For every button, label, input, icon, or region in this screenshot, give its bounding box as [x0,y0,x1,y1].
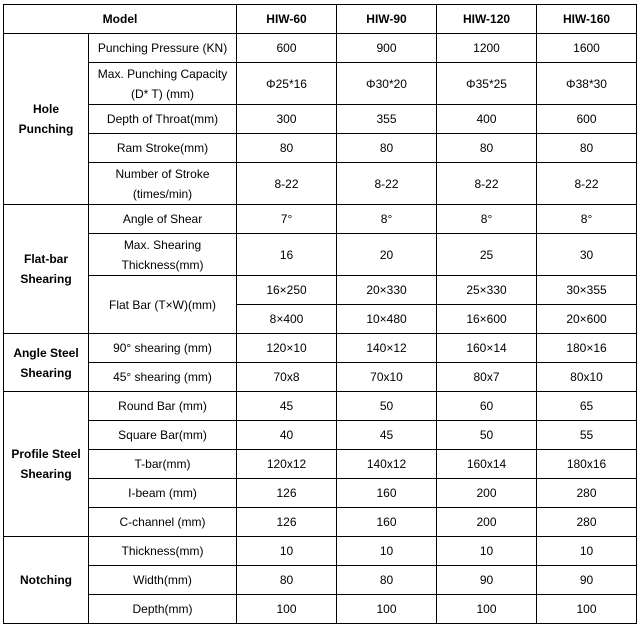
row-label: Max. Shearing Thickness(mm) [89,234,237,276]
value-cell: 10 [437,537,537,566]
value-cell: 160 [337,508,437,537]
table-row [4,234,637,276]
row-label: Punching Pressure (KN) [89,34,237,63]
value-cell: Φ30*20 [337,63,437,105]
group-label: Angle Steel Shearing [4,334,89,392]
value-cell: 45 [237,392,337,421]
value-cell: 90 [437,566,537,595]
value-cell: 10×480 [337,305,437,334]
value-cell: Φ35*25 [437,63,537,105]
value-cell: 120x12 [237,450,337,479]
value-cell: 40 [237,421,337,450]
value-cell: 600 [537,105,637,134]
table-row [4,537,637,566]
value-cell: 65 [537,392,637,421]
row-label: Depth of Throat(mm) [89,105,237,134]
value-cell: 8° [437,205,537,234]
value-cell: 90 [537,566,637,595]
value-cell: Φ38*30 [537,63,637,105]
row-label: 90° shearing (mm) [89,334,237,363]
header-row [4,5,637,34]
value-cell: 140×12 [337,334,437,363]
value-cell: 16 [237,234,337,276]
value-cell: 45 [337,421,437,450]
row-label: Round Bar (mm) [89,392,237,421]
value-cell: 126 [237,479,337,508]
table-row [4,421,637,450]
value-cell: 60 [437,392,537,421]
value-cell: 100 [537,595,637,624]
table-row [4,363,637,392]
value-cell: 200 [437,479,537,508]
value-cell: 80 [237,134,337,163]
value-cell: 140x12 [337,450,437,479]
value-cell: 100 [337,595,437,624]
row-label: Number of Stroke (times/min) [89,163,237,205]
value-cell: 55 [537,421,637,450]
table-row [4,163,637,205]
row-label: Thickness(mm) [89,537,237,566]
value-cell: 80 [437,134,537,163]
value-cell: 8° [337,205,437,234]
model-column-header: HIW-160 [537,5,637,34]
row-label: Max. Punching Capacity (D* T) (mm) [89,63,237,105]
value-cell: 30×355 [537,276,637,305]
row-label: T-bar(mm) [89,450,237,479]
value-cell: 16×250 [237,276,337,305]
value-cell: 126 [237,508,337,537]
value-cell: 80x10 [537,363,637,392]
value-cell: 160x14 [437,450,537,479]
value-cell: 1200 [437,34,537,63]
value-cell: 80 [337,566,437,595]
row-label: Depth(mm) [89,595,237,624]
table-row [4,334,637,363]
value-cell: 50 [337,392,437,421]
value-cell: 160 [337,479,437,508]
group-label: Hole Punching [4,34,89,205]
value-cell: 70x8 [237,363,337,392]
value-cell: 8-22 [537,163,637,205]
group-label: Notching [4,537,89,624]
value-cell: 355 [337,105,437,134]
value-cell: 7° [237,205,337,234]
value-cell: 16×600 [437,305,537,334]
value-cell: 1600 [537,34,637,63]
value-cell: 120×10 [237,334,337,363]
value-cell: 25×330 [437,276,537,305]
model-column-header: HIW-90 [337,5,437,34]
value-cell: 20 [337,234,437,276]
model-column-header: HIW-60 [237,5,337,34]
value-cell: 180×16 [537,334,637,363]
value-cell: 160×14 [437,334,537,363]
group-label: Flat-bar Shearing [4,205,89,334]
table-row [4,566,637,595]
spec-table [3,4,637,624]
row-label: Ram Stroke(mm) [89,134,237,163]
table-row [4,276,637,305]
value-cell: 100 [437,595,537,624]
value-cell: 80x7 [437,363,537,392]
table-row [4,392,637,421]
table-row [4,63,637,105]
value-cell: 400 [437,105,537,134]
group-label: Profile Steel Shearing [4,392,89,537]
value-cell: 30 [537,234,637,276]
value-cell: 280 [537,508,637,537]
model-column-header: HIW-120 [437,5,537,34]
row-label: Angle of Shear [89,205,237,234]
value-cell: 8° [537,205,637,234]
value-cell: 280 [537,479,637,508]
value-cell: Φ25*16 [237,63,337,105]
value-cell: 100 [237,595,337,624]
row-label: C-channel (mm) [89,508,237,537]
value-cell: 10 [237,537,337,566]
value-cell: 20×600 [537,305,637,334]
table-row [4,205,637,234]
table-row [4,479,637,508]
table-row [4,595,637,624]
value-cell: 50 [437,421,537,450]
table-row [4,34,637,63]
value-cell: 200 [437,508,537,537]
row-label: Flat Bar (T×W)(mm) [89,276,237,334]
value-cell: 80 [237,566,337,595]
value-cell: 8-22 [337,163,437,205]
value-cell: 80 [537,134,637,163]
value-cell: 900 [337,34,437,63]
value-cell: 180x16 [537,450,637,479]
table-row [4,450,637,479]
value-cell: 300 [237,105,337,134]
value-cell: 600 [237,34,337,63]
table-row [4,134,637,163]
row-label: I-beam (mm) [89,479,237,508]
value-cell: 70x10 [337,363,437,392]
value-cell: 20×330 [337,276,437,305]
value-cell: 10 [537,537,637,566]
row-label: 45° shearing (mm) [89,363,237,392]
table-row [4,105,637,134]
value-cell: 8×400 [237,305,337,334]
value-cell: 25 [437,234,537,276]
value-cell: 8-22 [437,163,537,205]
value-cell: 80 [337,134,437,163]
model-header: Model [4,5,237,34]
value-cell: 10 [337,537,437,566]
value-cell: 8-22 [237,163,337,205]
row-label: Width(mm) [89,566,237,595]
table-row [4,508,637,537]
row-label: Square Bar(mm) [89,421,237,450]
